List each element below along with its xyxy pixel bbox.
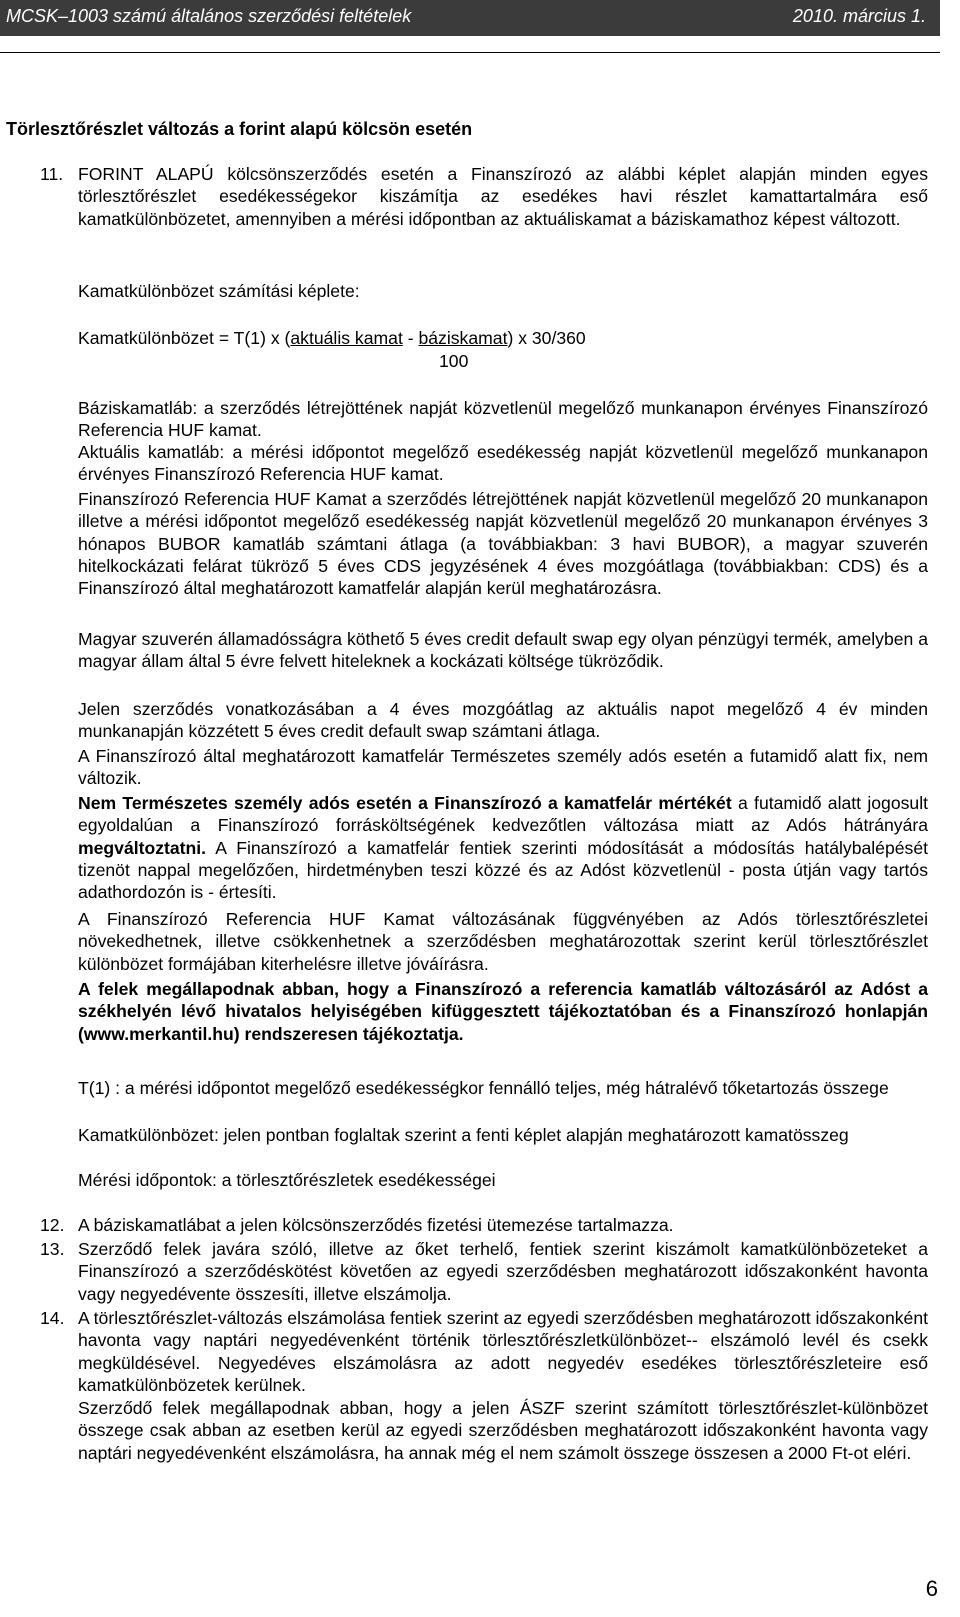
- header-date: 2010. március 1.: [792, 6, 926, 26]
- formula-minus: -: [402, 328, 419, 348]
- header-title: MCSK–1003 számú általános szerződési feltételek: [6, 6, 412, 26]
- item-number-14: 14.: [40, 1308, 65, 1328]
- para-agreement-bold: A felek megállapodnak abban, hogy a Finanszírozó a referencia kamatláb változásáról az Adóst a székhelyén lévő hivatalos helyiségében kifüggesztett tájékoztatóban és a Finanszírozó honlapján (www.merkantil.hu) rendszeresen tájékoztatja.: [78, 979, 928, 1044]
- para-cds: Magyar szuverén államadósságra köthető 5 éves credit default swap egy olyan pénzügyi termék, amelyben a magyar állam által 5 évre felvett hiteleknek a kockázati költsége tükröződik.: [78, 629, 928, 672]
- formula-prefix: Kamatkülönbözet = T(1) x (: [78, 328, 291, 348]
- page-header: [0, 0, 940, 36]
- page-number: 6: [925, 1576, 938, 1601]
- item12-text: A báziskamatlábat a jelen kölcsönszerződés fizetési ütemezése tartalmazza.: [78, 1215, 674, 1235]
- formula-line: [78, 327, 928, 349]
- item14-text-1: A törlesztőrészlet-változás elszámolása fentiek szerint az egyedi szerződésben meghatározott időszakonként havonta vagy naptári negyedévenként történik törlesztőrészletkülönbözet-- elszámoló levél és csekk megküldésével. Negyedéves elszámolásra az adott negyedév esedékes törlesztőrészleteire eső kamatkülönbözetek kerülnek.: [78, 1308, 928, 1395]
- non-natural-text-1: a futamidő alatt jogosult egyoldalúan a Finanszírozó forrásköltségének kedvezőtlen változása miatt az Adós hátrányára: [78, 793, 928, 836]
- formula-actual-rate: aktuális kamat: [290, 328, 403, 348]
- item-number-13: 13.: [40, 1239, 65, 1259]
- non-natural-bold-1: Nem Természetes személy adós esetén a Finanszírozó a kamatfelár mértékét: [78, 793, 732, 813]
- section-heading: Törlesztőrészlet változás a forint alapú kölcsön esetén: [6, 119, 473, 139]
- formula-denominator: 100: [439, 351, 469, 371]
- formula-suffix: ) x 30/360: [507, 328, 586, 348]
- para-base-rate: Báziskamatláb: a szerződés létrejöttének napját közvetlenül megelőző munkanapon érvényes Finanszírozó Referencia HUF kamat.: [78, 398, 928, 441]
- item-number-12: 12.: [40, 1215, 65, 1235]
- non-natural-text-2: A Finanszírozó a kamatfelár fentiek szerinti módosítását a módosítás hatálybalépését tizenöt nappal megelőzően, hirdetményben teszi közzé és az Adóst közvetlenül - posta útján vagy tartós adathordozón is - értesíti.: [78, 837, 928, 903]
- def-interest-difference: Kamatkülönbözet: jelen pontban foglaltak szerint a fenti képlet alapján meghatározott kamatösszeg: [78, 1125, 849, 1145]
- formula-base-rate: báziskamat: [418, 328, 508, 348]
- def-measurement-dates: Mérési időpontok: a törlesztőrészletek esedékességei: [78, 1170, 496, 1190]
- para-reference-rate: Finanszírozó Referencia HUF Kamat a szerződés létrejöttének napját közvetlenül megelőző 20 munkanapon illetve a mérési időpontot megelőző esedékesség napját közvetlenül megelőző 20 munkanapon érvényes 3 hónapos BUBOR kamatláb számtani átlaga (a továbbiakban: 3 havi BUBOR), a magyar szuverén hitelkockázati felárat tükröző 5 éves CDS jegyzésének 4 éves mozgóátlaga (továbbiakban: CDS) és a Finanszírozó által meghatározott kamatfelár alapján kerül meghatározásra.: [78, 489, 928, 599]
- def-t1: T(1) : a mérési időpontot megelőző esedékességkor fennálló teljes, még hátralévő tőketartozás összege: [78, 1078, 889, 1098]
- item-number-11: 11.: [40, 164, 64, 184]
- para-actual-rate: Aktuális kamatláb: a mérési időpontot megelőző esedékesség napját közvetlenül megelőző munkanapon érvényes Finanszírozó Referencia HUF kamat.: [78, 442, 928, 485]
- para-moving-average: Jelen szerződés vonatkozásában a 4 éves mozgóátlag az aktuális napot megelőző 4 év minden munkanapján közzétett 5 éves credit default swap számtani átlaga.: [78, 699, 928, 742]
- para-rate-change: A Finanszírozó Referencia HUF Kamat változásának függvényében az Adós törlesztőrészletei növekedhetnek, illetve csökkenhetnek a szerződésben meghatározottak szerint kerül törlesztőrészlet különbözet formájában kiterhelésre illetve jóváírásra.: [78, 909, 928, 974]
- para-natural-person: A Finanszírozó által meghatározott kamatfelár Természetes személy adós esetén a futamidő alatt fix, nem változik.: [78, 746, 928, 789]
- item13-text: Szerződő felek javára szóló, illetve az őket terhelő, fentiek szerint kiszámolt kamatkülönbözeteket a Finanszírozó a szerződéskötést követően az egyedi szerződésben meghatározott időszakonként havonta vagy negyedévente összesíti, illetve elszámolja.: [78, 1239, 928, 1304]
- header-rule: [0, 52, 940, 53]
- item11-intro: FORINT ALAPÚ kölcsönszerződés esetén a Finanszírozó az alábbi képlet alapján minden egyes törlesztőrészlet esedékességekor kiszámítja az esedékes havi részlet kamattartalmára eső kamatkülönbözetet, amennyiben a mérési időpontban az aktuáliskamat a báziskamathoz képest változott.: [78, 164, 928, 229]
- item14-text-2: Szerződő felek megállapodnak abban, hogy a jelen ÁSZF szerint számított törlesztőrészlet-különbözet összege csak abban az esetben kerül az egyedi szerződésben meghatározott időszakonként havonta vagy naptári negyedévenként elszámolásra, ha annak még el nem számolt összege összesen a 2000 Ft-ot eléri.: [78, 1398, 928, 1463]
- formula-caption: Kamatkülönbözet számítási képlete:: [78, 281, 360, 301]
- para-non-natural-person: [78, 792, 928, 903]
- non-natural-bold-2: megváltoztatni.: [78, 837, 207, 858]
